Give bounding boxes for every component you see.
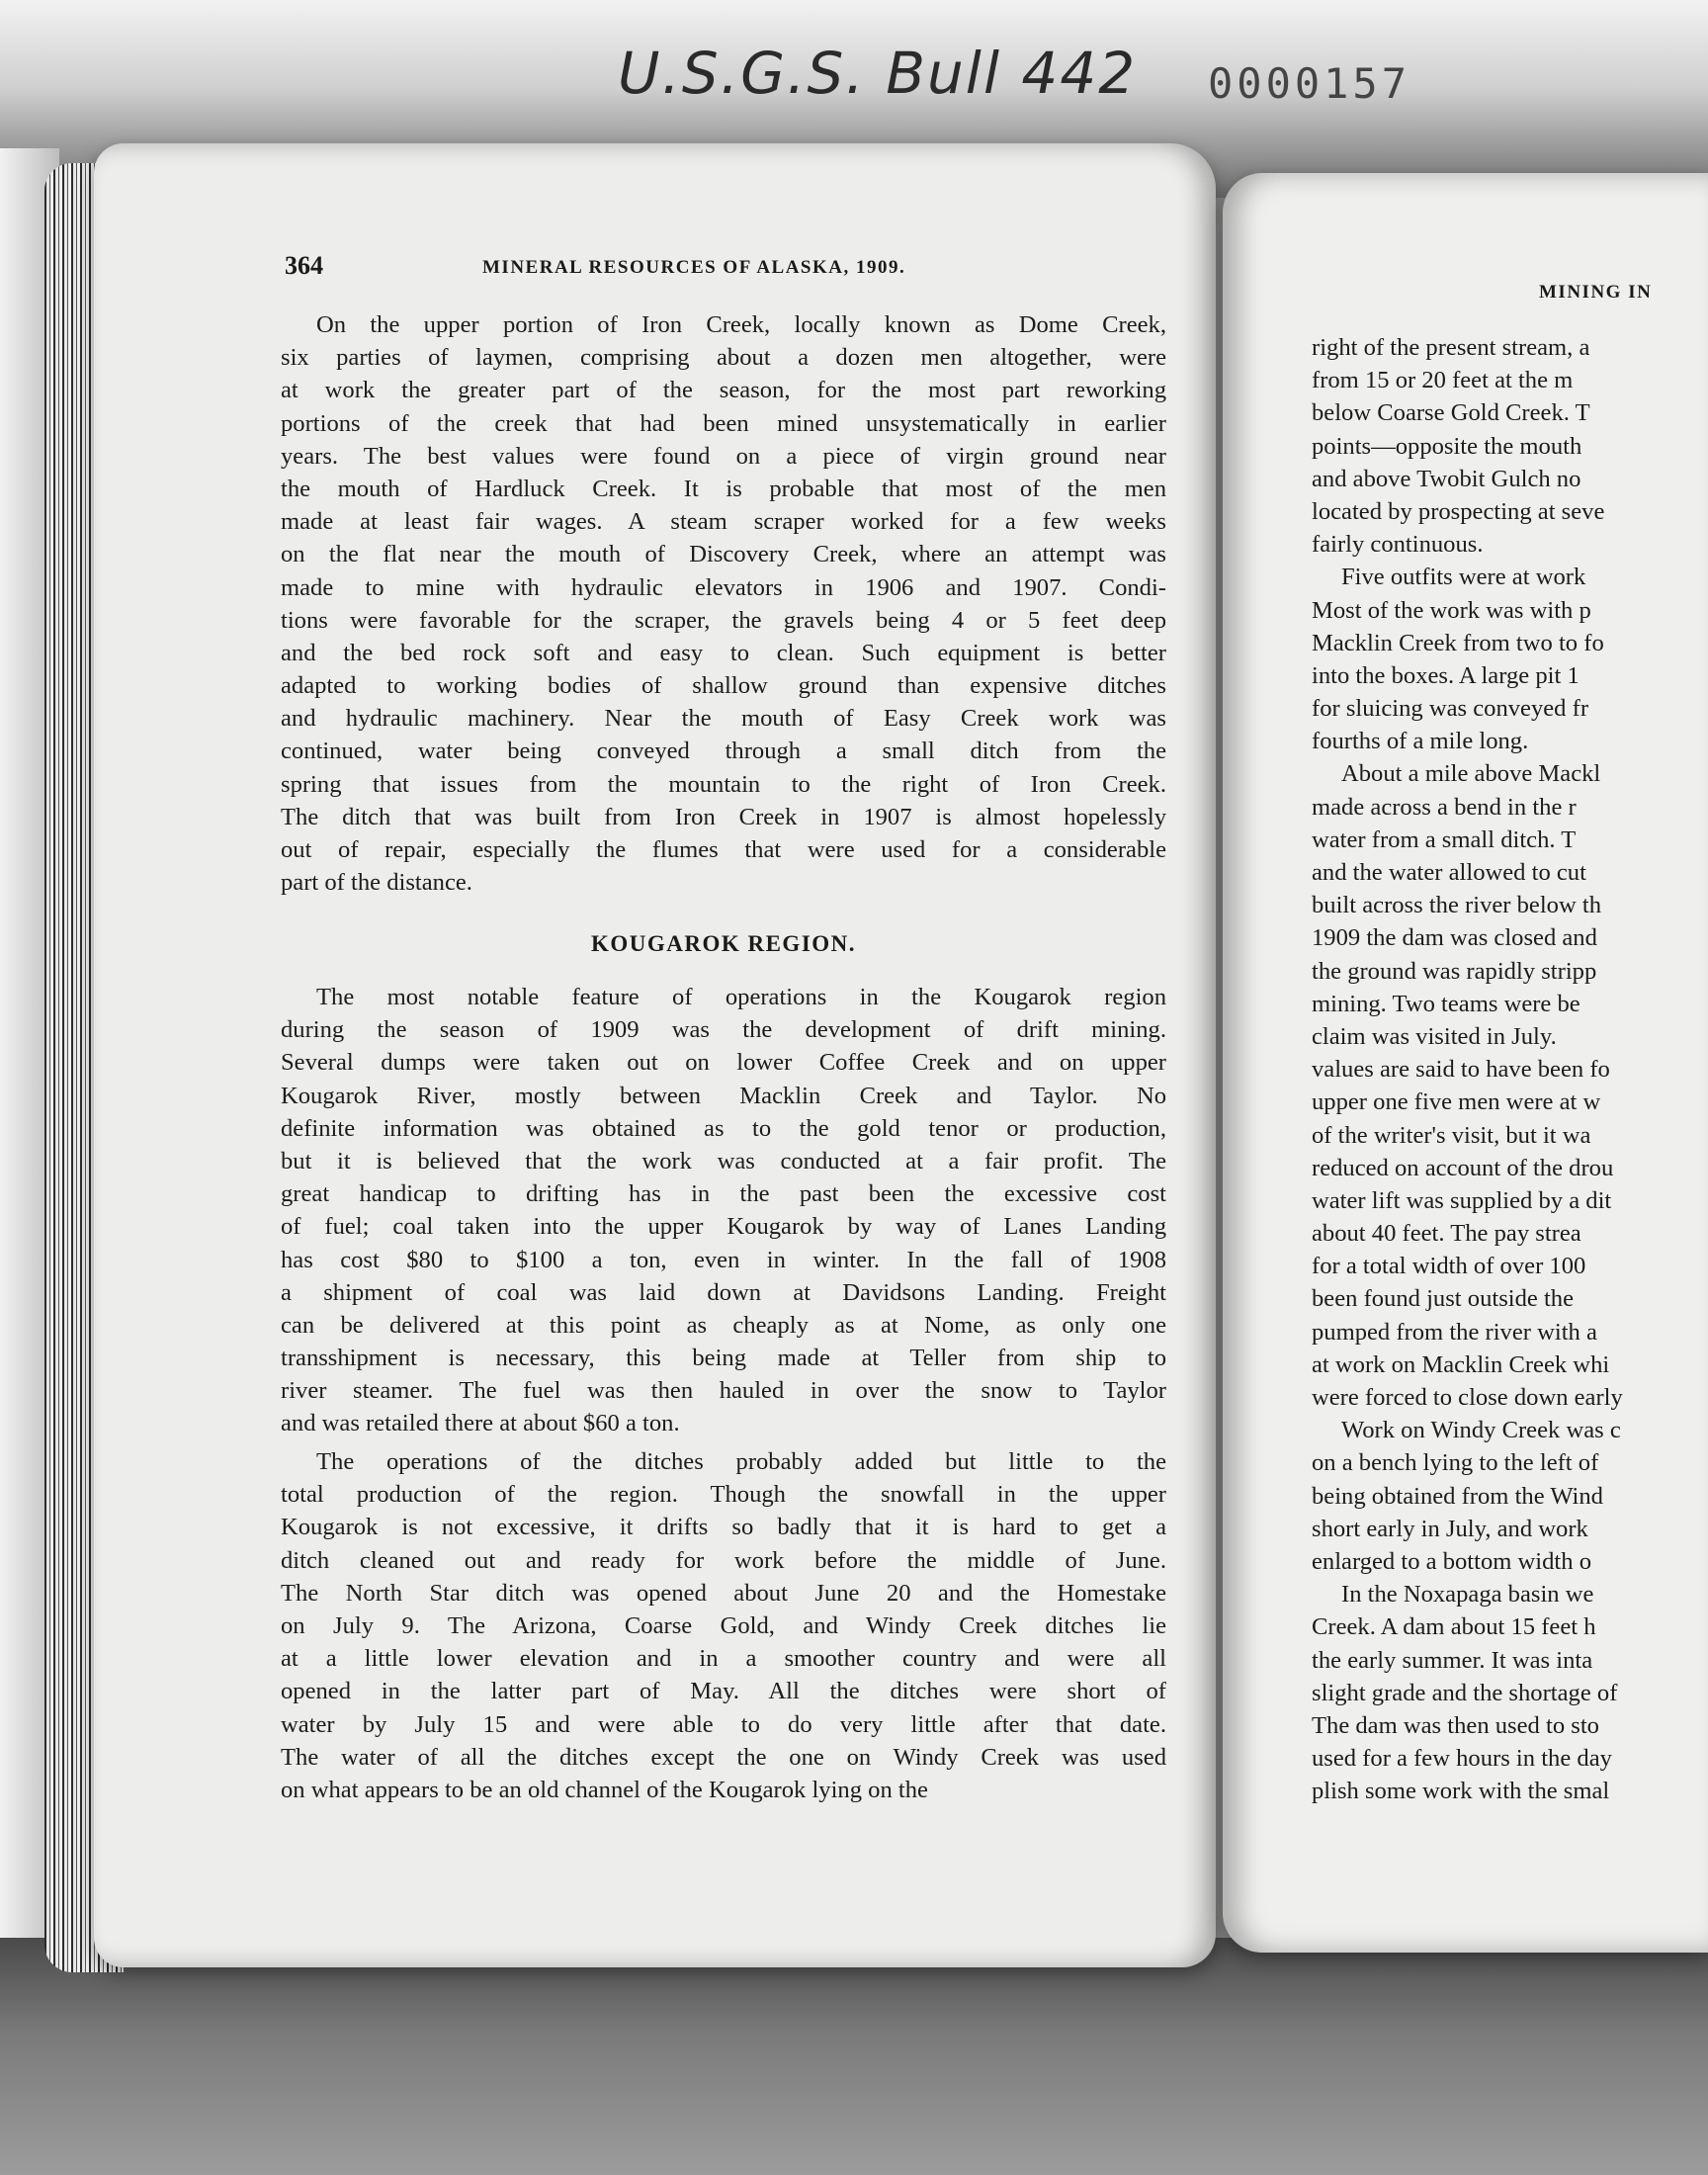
paragraph-ditches xyxy=(281,1445,1166,1806)
text-line: The most notable feature of operations in the Kougarok region xyxy=(316,984,1166,1010)
text-line: ditch cleaned out and ready for work before the middle of June. xyxy=(281,1546,1166,1574)
text-line: made at least fair wages. A steam scraper worked for a few weeks xyxy=(281,508,1166,536)
text-line: Kougarok River, mostly between Macklin Creek and Taylor. No xyxy=(281,1082,1166,1109)
right-page-text xyxy=(1312,331,1708,1807)
handwritten-annotation: U.S.G.S. Bull 442 xyxy=(618,40,1138,107)
text-line: water by July 15 and were able to do very little after that date. xyxy=(281,1710,1166,1738)
text-line: at a little lower elevation and in a smoother country and were all xyxy=(281,1645,1166,1673)
text-line: The North Star ditch was opened about June 20 and the Homestake xyxy=(281,1579,1166,1607)
right-running-head: MINING IN xyxy=(1539,282,1653,303)
text-line: located by prospecting at seve xyxy=(1312,497,1605,525)
text-line: of fuel; coal taken into the upper Kougarok by way of Lanes Landing xyxy=(281,1213,1166,1241)
text-line: right of the present stream, a xyxy=(1312,334,1590,361)
text-line: enlarged to a bottom width o xyxy=(1312,1547,1592,1575)
text-line: water from a small ditch. T xyxy=(1312,826,1577,853)
text-line: great handicap to drifting has in the past been the excessive cost xyxy=(281,1180,1166,1208)
text-line: for a total width of over 100 xyxy=(1312,1253,1586,1280)
text-line: Most of the work was with p xyxy=(1312,596,1591,624)
text-line: values are said to have been fo xyxy=(1312,1056,1610,1084)
text-line: been found just outside the xyxy=(1312,1285,1575,1313)
text-line: pumped from the river with a xyxy=(1312,1318,1597,1346)
text-line: being obtained from the Wind xyxy=(1312,1482,1603,1510)
text-line: total production of the region. Though the snowfall in the upper xyxy=(281,1481,1166,1509)
text-line: reduced on account of the drou xyxy=(1312,1154,1614,1181)
text-line: years. The best values were found on a piece of virgin ground near xyxy=(281,442,1166,470)
text-line: fairly continuous. xyxy=(1312,531,1484,559)
text-line: claim was visited in July. xyxy=(1312,1022,1557,1050)
text-line: below Coarse Gold Creek. T xyxy=(1312,399,1590,427)
text-line: of the writer's visit, but it wa xyxy=(1312,1121,1591,1149)
text-line: and the water allowed to cut xyxy=(1312,859,1586,886)
text-line: has cost $80 to $100 a ton, even in winter. In the fall of 1908 xyxy=(281,1246,1166,1273)
text-line: In the Noxapaga basin we xyxy=(1341,1581,1594,1609)
page-number: 364 xyxy=(285,251,323,280)
text-line: tions were favorable for the scraper, the gravels being 4 or 5 feet deep xyxy=(281,606,1166,634)
text-line: at work the greater part of the season, for the most part reworking xyxy=(281,377,1166,404)
text-line: can be delivered at this point as cheaply as at Nome, as only one xyxy=(281,1311,1166,1339)
text-line: continued, water being conveyed through a small ditch from the xyxy=(281,738,1166,765)
text-line: the mouth of Hardluck Creek. It is probable that most of the men xyxy=(281,475,1166,502)
right-page xyxy=(1223,173,1708,1953)
text-line: built across the river below th xyxy=(1312,892,1601,919)
section-heading: KOUGAROK REGION. xyxy=(590,931,857,956)
text-line: and was retailed there at about $60 a ton. xyxy=(281,1410,680,1437)
text-line: and above Twobit Gulch no xyxy=(1312,465,1581,492)
text-line: about 40 feet. The pay strea xyxy=(1312,1220,1581,1248)
text-line: made to mine with hydraulic elevators in 1906 and 1907. Condi- xyxy=(281,573,1166,601)
text-line: a shipment of coal was laid down at Davidsons Landing. Freight xyxy=(281,1278,1166,1306)
text-line: The dam was then used to sto xyxy=(1312,1711,1599,1739)
text-line: portions of the creek that had been mined unsystematically in earlier xyxy=(281,409,1166,437)
text-line: into the boxes. A large pit 1 xyxy=(1312,661,1580,689)
text-line: from 15 or 20 feet at the m xyxy=(1312,367,1574,394)
text-line: Several dumps were taken out on lower Coffee Creek and on upper xyxy=(281,1049,1166,1077)
text-line: plish some work with the smal xyxy=(1312,1778,1610,1805)
text-line: fourths of a mile long. xyxy=(1312,728,1529,755)
text-line: mining. Two teams were be xyxy=(1312,990,1580,1017)
text-line: 1909 the dam was closed and xyxy=(1312,924,1597,952)
text-line: Five outfits were at work xyxy=(1341,564,1586,591)
text-line: About a mile above Mackl xyxy=(1341,760,1601,788)
left-page-header xyxy=(285,251,1075,291)
scan-background-bottom xyxy=(0,1938,1708,2175)
stamp-number: 0000157 xyxy=(1208,59,1411,108)
text-line: upper one five men were at w xyxy=(1312,1088,1601,1116)
text-line: On the upper portion of Iron Creek, locally known as Dome Creek, xyxy=(316,311,1166,338)
text-line: water lift was supplied by a dit xyxy=(1312,1186,1612,1214)
text-line: Macklin Creek from two to fo xyxy=(1312,629,1604,656)
text-line: at work on Macklin Creek whi xyxy=(1312,1350,1610,1378)
text-line: Work on Windy Creek was c xyxy=(1341,1417,1621,1444)
text-line: but it is believed that the work was conducted at a fair profit. The xyxy=(281,1147,1166,1174)
text-line: The ditch that was built from Iron Creek in 1907 is almost hopelessly xyxy=(281,803,1166,830)
text-line: out of repair, especially the flumes that were used for a considerable xyxy=(281,836,1166,863)
text-line: the early summer. It was inta xyxy=(1312,1646,1593,1674)
text-line: opened in the latter part of May. All the ditches were short of xyxy=(281,1678,1166,1705)
text-line: adapted to working bodies of shallow ground than expensive ditches xyxy=(281,672,1166,700)
text-line: The operations of the ditches probably added but little to the xyxy=(316,1448,1166,1475)
text-line: The water of all the ditches except the one on Windy Creek was used xyxy=(281,1743,1166,1771)
text-line: definite information was obtained as to the gold tenor or production, xyxy=(281,1114,1166,1142)
text-line: used for a few hours in the day xyxy=(1312,1745,1612,1773)
text-line: during the season of 1909 was the development of drift mining. xyxy=(281,1016,1166,1044)
text-line: made across a bend in the r xyxy=(1312,793,1577,821)
paragraph-iron-creek xyxy=(281,308,1166,899)
text-line: transshipment is necessary, this being made at Teller from ship to xyxy=(281,1345,1166,1372)
text-line: part of the distance. xyxy=(281,869,472,897)
text-line: on the flat near the mouth of Discovery Creek, where an attempt was xyxy=(281,541,1166,568)
text-line: slight grade and the shortage of xyxy=(1312,1679,1618,1706)
text-line: Kougarok is not excessive, it drifts so badly that it is hard to get a xyxy=(281,1514,1166,1541)
text-line: and the bed rock soft and easy to clean. Such equipment is better xyxy=(281,639,1166,666)
text-line: on what appears to be an old channel of the Kougarok lying on the xyxy=(281,1776,928,1803)
text-line: spring that issues from the mountain to the right of Iron Creek. xyxy=(281,770,1166,798)
text-line: six parties of laymen, comprising about a dozen men altogether, were xyxy=(281,344,1166,372)
text-line: on a bench lying to the left of xyxy=(1312,1449,1599,1477)
text-line: points—opposite the mouth xyxy=(1312,432,1582,460)
running-head: MINERAL RESOURCES OF ALASKA, 1909. xyxy=(482,257,906,278)
text-line: Creek. A dam about 15 feet h xyxy=(1312,1613,1596,1641)
text-line: and hydraulic machinery. Near the mouth of Easy Creek work was xyxy=(281,705,1166,733)
text-line: for sluicing was conveyed fr xyxy=(1312,695,1589,723)
text-line: were forced to close down early xyxy=(1312,1384,1623,1411)
paragraph-kougarok-drift xyxy=(281,981,1166,1440)
text-line: short early in July, and work xyxy=(1312,1515,1588,1542)
text-line: on July 9. The Arizona, Coarse Gold, and Windy Creek ditches lie xyxy=(281,1611,1166,1639)
text-line: the ground was rapidly stripp xyxy=(1312,957,1597,985)
text-line: river steamer. The fuel was then hauled in over the snow to Taylor xyxy=(281,1377,1166,1405)
